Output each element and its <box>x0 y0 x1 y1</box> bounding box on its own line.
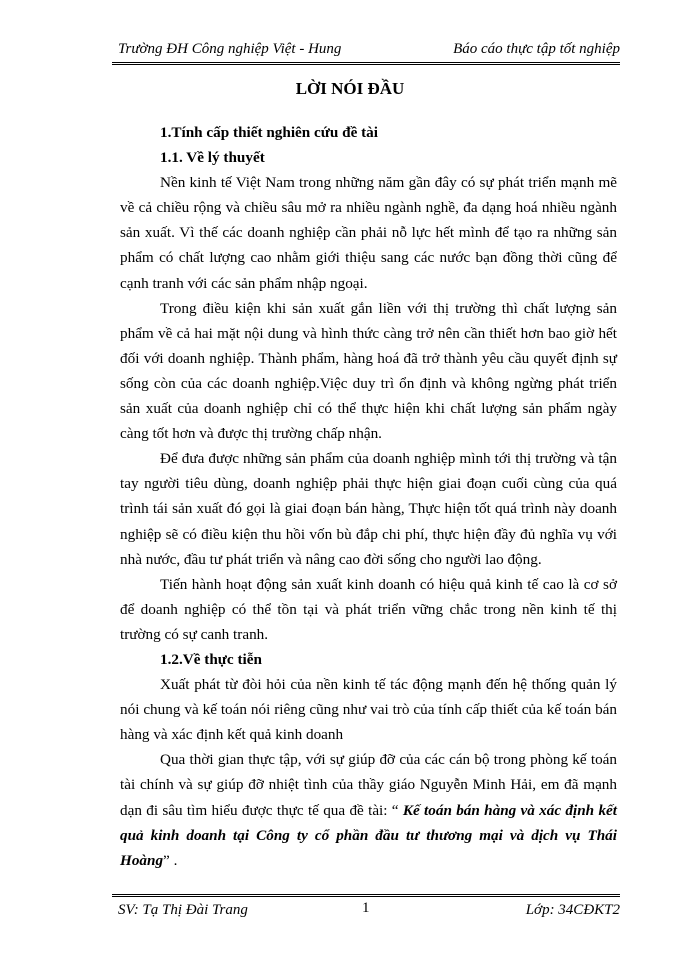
document-body <box>120 120 617 873</box>
footer-class: Lớp: 34CĐKT2 <box>525 902 620 918</box>
subsection-heading: 1.1. Về lý thuyết <box>160 149 265 167</box>
paragraph: Nền kinh tế Việt Nam trong những năm gần đây có sự phát triển mạnh mẽ về cả chiều rộng và chiều sâu mở ra nhiều ngành nghề, đa dạng hoá nhiều ngành sản xuất. Vì thế các doanh nghiệp cần phải nỗ lực hết mình để tạo ra những sản phẩm có chất lượng cao nhằm giới thiệu sang các nước bạn đồng thời cũng để cạnh tranh với các sản phẩm nhập ngoại. <box>120 174 617 292</box>
section-heading: 1.Tính cấp thiết nghiên cứu đề tài <box>160 124 378 141</box>
page-title: LỜI NÓI ĐẦU <box>295 79 405 98</box>
page-header <box>112 38 620 62</box>
paragraph-text: Qua thời gian thực tập, với sự giúp đỡ của các cán bộ trong phòng kế toán tài chính và sự giúp đỡ nhiệt tình của thầy giáo Nguyễn Minh Hải, em đã mạnh dạn đi sâu tìm hiểu được thực tế qua đề tài: “ <box>120 751 617 819</box>
paragraph-text: ” . <box>163 851 178 869</box>
header-report-type: Báo cáo thực tập tốt nghiệp <box>453 41 620 57</box>
subsection-heading: 1.2.Về thực tiễn <box>160 650 262 668</box>
footer-divider <box>112 894 620 897</box>
footer-student: SV: Tạ Thị Đài Trang <box>118 902 248 918</box>
page-footer <box>112 900 620 922</box>
paragraph: Để đưa được những sản phẩm của doanh nghiệp mình tới thị trường và tận tay người tiêu dùng, doanh nghiệp phải thực hiện giai đoạn cuối cùng của quá trình tái sản xuất đó gọi là giai đoạn bán hàng, Thực hiện tốt quá trình này doanh nghiệp sẽ có điều kiện thu hồi vốn bù đắp chi phí, thực hiện đầy đủ nghĩa vụ với nhà nước, đầu tư phát triển và nâng cao đời sống cho người lao động. <box>120 450 617 568</box>
header-divider <box>112 62 620 65</box>
paragraph <box>120 747 617 872</box>
thesis-topic: Kế toán bán hàng và xác định kết quả kinh doanh tại Công ty cổ phần đầu tư thương mại và dịch vụ Thái Hoàng <box>120 801 617 869</box>
header-school: Trường ĐH Công nghiệp Việt - Hung <box>118 41 342 57</box>
paragraph: Xuất phát từ đòi hỏi của nền kinh tế tác động mạnh đến hệ thống quản lý nói chung và kế toán nói riêng cũng như vai trò của tính cấp thiết của kế toán bán hàng và xác định kết quả kinh doanh <box>120 676 617 744</box>
page-number: 1 <box>362 900 370 916</box>
paragraph: Trong điều kiện khi sản xuất gắn liền với thị trường thì chất lượng sản phẩm về cả hai mặt nội dung và hình thức càng trở nên cần thiết hơn bao giờ hết đối với doanh nghiệp. Thành phẩm, hàng hoá đã trở thành yêu cầu quyết định sự sống còn của các doanh nghiệp.Việc duy trì ổn định và không ngừng phát triển sản xuất của doanh nghiệp chỉ có thể thực hiện khi chất lượng sản phẩm ngày càng tốt hơn và được thị trường chấp nhận. <box>120 299 617 443</box>
paragraph: Tiến hành hoạt động sản xuất kinh doanh có hiệu quả kinh tế cao là cơ sở để doanh nghiệp có thể tồn tại và phát triển vững chắc trong nền kinh tế thị trường có sự canh tranh. <box>120 575 617 643</box>
